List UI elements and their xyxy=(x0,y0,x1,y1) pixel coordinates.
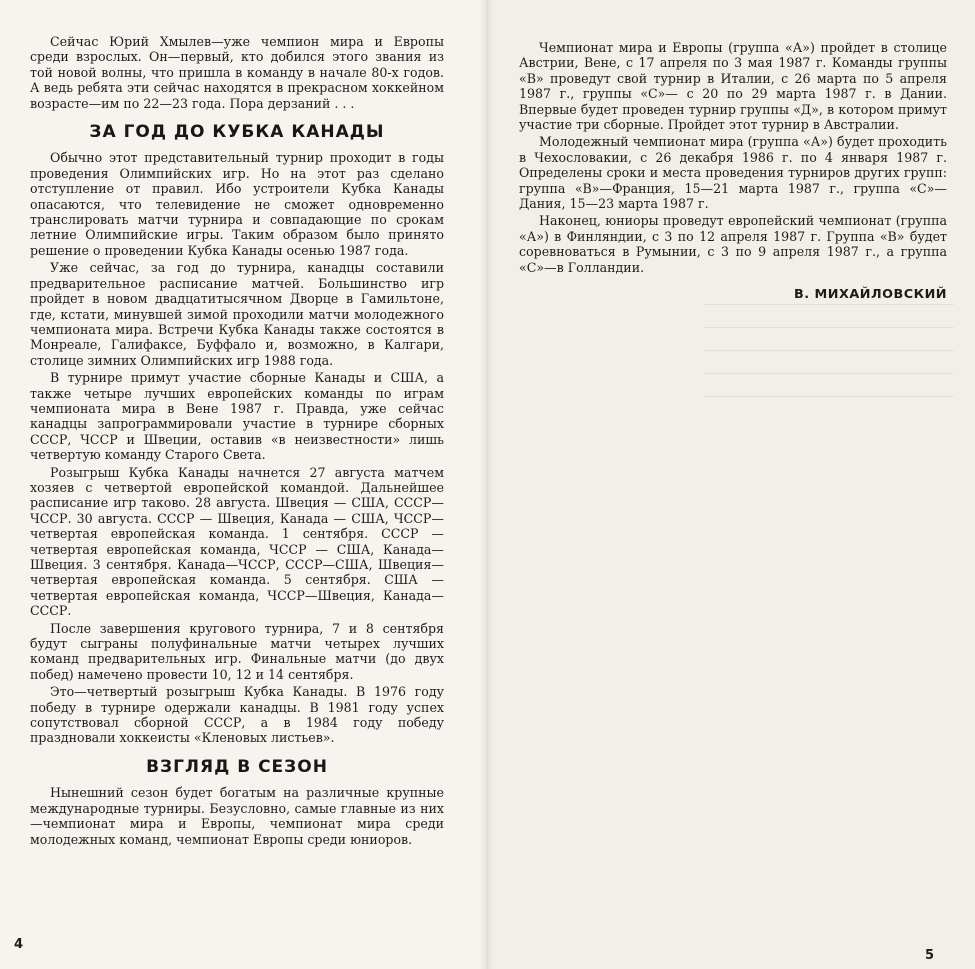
page-fold xyxy=(480,0,494,969)
right-column xyxy=(519,40,947,303)
article-paragraph: Чемпионат мира и Европы (группа «А») пройдет в столице Австрии, Вене, с 17 апреля по 3 мая 1987 г. Команды группы «В» проведут свой турнир в Италии, с 26 марта по 5 апреля 1987 г., группы «С»— с 20 по 29 марта 1987 г. в Дании. Впервые будет проведен турнир группы «Д», в котором примут участие три сборные. Пройдет этот турнир в Австралии. xyxy=(519,40,947,133)
article-paragraph: Обычно этот представительный турнир проходит в годы проведения Олимпийских игр. Но на этот раз сделано отступление от правил. Ибо устроители Кубка Канады опасаются, что телевидение не сможет одновременно транслировать матчи турнира и совпадающие по срокам летние Олимпийские игры. Таким образом было принято решение о проведении Кубка Канады осенью 1987 года. xyxy=(30,150,444,258)
section-title-canada-cup: ЗА ГОД ДО КУБКА КАНАДЫ xyxy=(89,122,385,143)
page-number-right: 5 xyxy=(925,948,935,963)
article-paragraph: После завершения кругового турнира, 7 и 8 сентября будут сыграны полуфинальные матчи четырех лучших команд предварительных игр. Финальные матчи (до двух побед) намечено провести 10, 12 и 14 сентября. xyxy=(30,620,444,682)
article-paragraph: Это—четвертый розыгрыш Кубка Канады. В 1976 году победу в турнире одержали канадцы. В 1981 году успех сопутствовал сборной СССР, а в 1984 году победу праздновали хоккеисты «Кленовых листьев». xyxy=(30,684,444,746)
article-paragraph: Уже сейчас, за год до турнира, канадцы составили предварительное расписание матчей. Большинство игр пройдет в новом двадцатитысячном Дворце в Гамильтоне, где, кстати, минувшей зимой проходили матчи молодежного чемпионата мира. Встречи Кубка Канады также состоятся в Монреале, Галифаксе, Буффало и, возможно, в Калгари, столице зимних Олимпийских игр 1988 года. xyxy=(30,260,444,368)
section-title-season: ВЗГЛЯД В СЕЗОН xyxy=(146,756,328,777)
article-paragraph: Молодежный чемпионат мира (группа «А») будет проходить в Чехословакии, с 26 декабря 1986 г. по 4 января 1987 г. Определены сроки и места проведения турниров других групп: группа «В»—Франция, 15—21 марта 1987 г., группа «С»—Дания, 15—23 марта 1987 г. xyxy=(519,134,947,212)
author-signature: В. МИХАЙЛОВСКИЙ xyxy=(793,287,947,303)
article-paragraph: Наконец, юниоры проведут европейский чемпионат (группа «А») в Финляндии, с 3 по 12 апреля 1987 г. Группа «В» будет соревноваться в Румынии, с 3 по 9 апреля 1987 г., а группа «С»—в Голландии. xyxy=(519,213,947,275)
left-column xyxy=(30,34,444,849)
article-paragraph: В турнире примут участие сборные Канады и США, а также четыре лучших европейских команды по играм чемпионата мира в Вене 1987 г. Правда, уже сейчас канадцы запрограммировали участие в турнире сборных СССР, ЧССР и Швеции, оставив «в неизвестности» лишь четвертую команду Старого Света. xyxy=(30,370,444,463)
page-number-left: 4 xyxy=(14,937,24,952)
intro-paragraph: Сейчас Юрий Хмылев—уже чемпион мира и Европы среди взрослых. Он—первый, кто добился этого звания из той новой волны, что пришла в команду в начале 80-х годов. А ведь ребята эти сейчас находятся в прекрасном хоккейном возрасте—им по 22—23 года. Пора дерзаний . . . xyxy=(30,34,444,111)
show-through-texture xyxy=(704,290,954,405)
schedule-paragraph: Розыгрыш Кубка Канады начнется 27 августа матчем хозяев с четвертой европейской командой. Дальнейшее расписание игр таково. 28 августа. Швеция — США, СССР—ЧССР. 30 августа. СССР — Швеция, Канада — США, ЧССР—четвертая европейская команда. 1 сентября. СССР — четвертая европейская команда, ЧССР — США, Канада—Швеция. 3 сентября. Канада—ЧССР, СССР—США, Швеция—четвертая европейская команда. 5 сентября. США — четвертая европейская команда, ЧССР—Швеция, Канада—СССР. xyxy=(30,464,444,619)
article-paragraph: Нынешний сезон будет богатым на различные крупные международные турниры. Безусловно, самые главные из них—чемпионат мира и Европы, чемпионат мира среди молодежных команд, чемпионат Европы среди юниоров. xyxy=(30,785,444,847)
